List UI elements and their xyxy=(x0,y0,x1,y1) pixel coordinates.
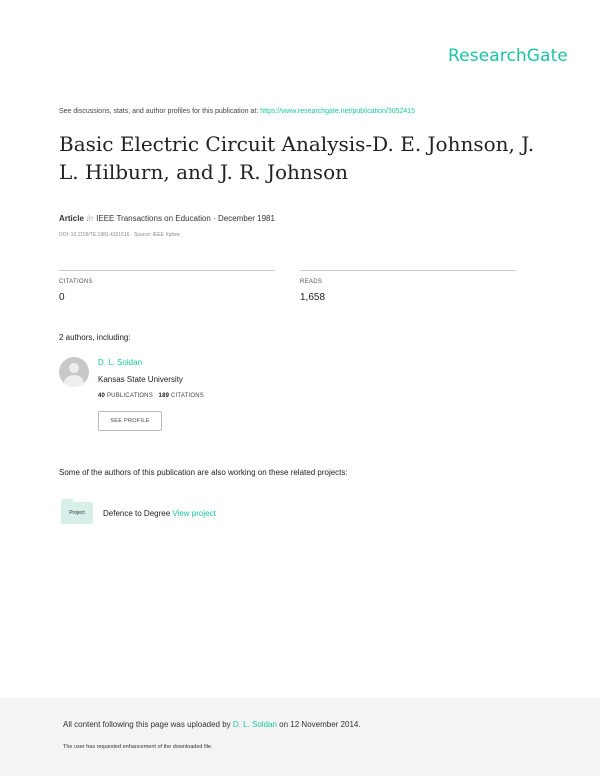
footer-prefix: All content following this page was uploaded by xyxy=(63,720,231,729)
avatar-head-shape xyxy=(69,363,79,373)
citations-divider xyxy=(59,270,275,271)
footer-band xyxy=(0,698,600,776)
publication-url-link[interactable]: https://www.researchgate.net/publication/3052415 xyxy=(260,108,416,115)
doi-line: DOI: 10.1109/TE.1981.4321516 · Source: IEEE Xplore xyxy=(59,232,180,238)
author-citations-count: 189 xyxy=(158,393,170,399)
project-folder-icon xyxy=(61,502,93,524)
uploader-link[interactable]: D. L. Soldan xyxy=(232,720,277,729)
footer-suffix: on 12 November 2014. xyxy=(279,720,361,729)
citations-value: 0 xyxy=(59,292,65,303)
folder-tab-shape xyxy=(61,499,73,503)
author-name-link[interactable]: D. L. Soldan xyxy=(98,358,143,367)
authors-heading: 2 authors, including: xyxy=(59,333,131,342)
footer-upload-line xyxy=(63,720,361,729)
reads-value: 1,658 xyxy=(300,292,326,303)
see-profile-button[interactable]: SEE PROFILE xyxy=(98,411,162,431)
project-icon-label: Project xyxy=(69,510,85,516)
author-publications-label: PUBLICATIONS xyxy=(106,393,153,399)
avatar-body-shape xyxy=(64,375,84,387)
discussions-line xyxy=(59,108,415,115)
author-citations-label: CITATIONS xyxy=(171,393,204,399)
project-name: Defence to Degree xyxy=(103,509,171,518)
discussions-text: See discussions, stats, and author profiles for this publication at: xyxy=(59,108,259,115)
publication-type: Article xyxy=(59,214,84,223)
view-project-link[interactable]: View project xyxy=(172,509,216,518)
journal-name: IEEE Transactions on Education xyxy=(96,214,211,223)
in-word: in xyxy=(86,214,94,223)
author-publications-count: 40 xyxy=(98,393,106,399)
publication-date: · December 1981 xyxy=(213,214,275,223)
citations-label: CITATIONS xyxy=(59,279,93,285)
author-stats xyxy=(98,393,204,399)
researchgate-logo[interactable]: ResearchGate xyxy=(448,46,568,66)
related-projects-heading: Some of the authors of this publication are also working on these related projects: xyxy=(59,468,348,477)
avatar[interactable] xyxy=(59,357,89,387)
reads-divider xyxy=(300,270,516,271)
publication-title: Basic Electric Circuit Analysis-D. E. Johnson, J. L. Hilburn, and J. R. Johnson xyxy=(59,132,535,184)
project-item xyxy=(103,509,216,518)
reads-label: READS xyxy=(300,279,323,285)
author-institution: Kansas State University xyxy=(98,375,183,384)
footer-note: The user has requested enhancement of the downloaded file. xyxy=(63,744,213,750)
publication-meta xyxy=(59,214,275,223)
